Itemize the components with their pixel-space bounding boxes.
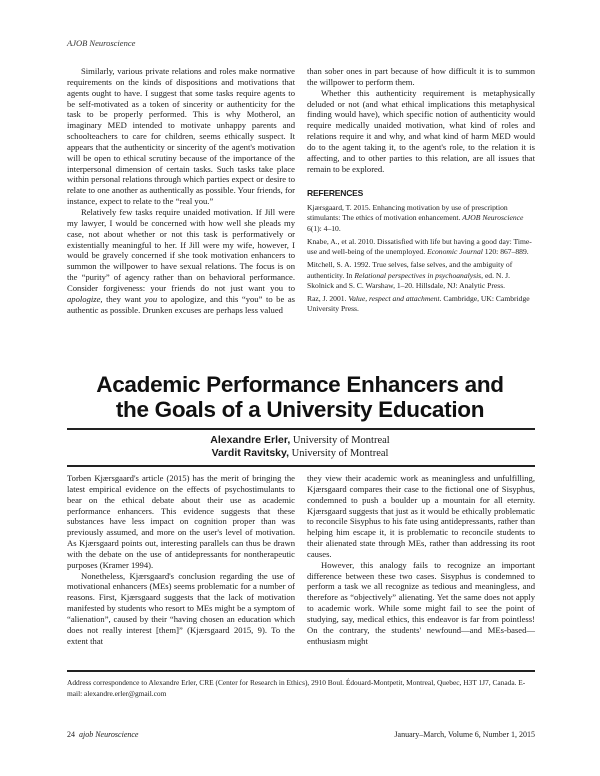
text: to apologize, and this “you” to be as authentic as possible. Drunken excuses are perhaps less valued (67, 293, 295, 315)
title-divider (67, 428, 535, 430)
authors-divider (67, 465, 535, 467)
article-left-column (67, 473, 295, 647)
paragraph: However, this analogy fails to recognize an important difference between these two cases. Sisyphus is condemned to perform a task we all recognize as tedious and meaningless, and therefore as “objectively” alienating. Yet the same does not apply to academic work. While some might fail to see the point of studying, say, medical ethics, this endeavor is far from pointless! On the contrary, the students' newfound—and MEs-based—enthusiasm might (307, 559, 535, 646)
running-header: AJOB Neuroscience (67, 38, 136, 48)
journal-name: ajob Neuroscience (79, 730, 139, 739)
text: , they want (100, 293, 145, 304)
emphasis: apologize (67, 293, 101, 304)
paragraph: Whether this authenticity requirement is metaphysically deluded or not (and what ethical implications this metaphysical finding would have), which specific notion of authenticity would require medically unaided motivation, what kind of roles and relations require it and why, and what kind of harm MED would do to the agent taking it, to the agent's role, to the relation it is affecting, and to other parties to this relation, are all issues that remain to be explored. (307, 87, 535, 174)
text: Relatively few tasks require unaided motivation. If Jill were my lawyer, I would be concerned with how well she pleads my case, not about whether or not this task is performatively or existentially meaningful to her. If Jill were my wife, however, I would be gravely concerned if she took motivation enhancers to summon the willpower to have sexual relations. The focus is on the “purity” of agency rather than on behavioral performance. Consider forgiveness: your friends do not just want you to (67, 206, 295, 293)
author-list (0, 434, 600, 460)
previous-article-right-column (307, 66, 535, 317)
previous-article-left-column (67, 66, 295, 315)
paragraph: they view their academic work as meaningless and unfulfilling, Kjærsgaard compares their case to the fictional one of Sisyphus, condemned to push a boulder up a mountain for all eternity. Kjærsgaard suggests that just as it would be ethically problematic to reconcile Sisyphus to his fate using antidepressants, rather than helping him escape it, it is problematic to reconcile students to their alienated state through MEs, rather than addressing its root causes. (307, 473, 535, 559)
reference-item: Raz, J. 2001. Value, respect and attachment. Cambridge, UK: Cambridge University Press. (307, 293, 530, 314)
reference-item: Kjærsgaard, T. 2015. Enhancing motivation by use of prescription stimulants: The ethics of motivation enhancement. AJOB Neuroscience 6(1): 4–10. (307, 203, 524, 233)
footer-left (67, 730, 138, 739)
footnote-divider (67, 670, 535, 672)
page-number: 24 (67, 730, 75, 739)
reference-item: Mitchell, S. A. 1992. True selves, false selves, and the ambiguity of authenticity. In Relational perspectives in psychoanalysis, ed. N. J. Skolnick and S. C. Warshaw, 1–20. Hillsdale, NJ: Analytic Press. (307, 260, 513, 290)
emphasis: you (144, 293, 158, 304)
article-right-column (307, 473, 535, 647)
correspondence-address: Address correspondence to Alexandre Erler, CRE (Center for Research in Ethics), 2910 Boul. Édouard-Montpetit, Montreal, Quebec, H3T 1J7, Canada. E-mail: alexandre.erler@gmail.com (67, 678, 526, 698)
title-line: Academic Performance Enhancers and (96, 372, 504, 397)
paragraph: Torben Kjærsgaard's article (2015) has the merit of bringing the latest empirical evidence on the effects of psychostimulants to bear on the ethical debate about their use as academic performance enhancers. This evidence suggests that these substances have less impact on cognition proper than was previously assumed, and more on the user's level of motivation. As Kjærsgaard points out, interesting parallels can thus be drawn with the debate on the use of antidepressants for nontherapeutic purposes (Kramer 1994). (67, 473, 295, 570)
paragraph (67, 207, 295, 315)
reference-item: Knabe, A., et al. 2010. Dissatisfied with life but having a good day: Time-use and well-being of the unemployed. Economic Journal 120: 867–889. (307, 236, 532, 257)
issue-info: January–March, Volume 6, Number 1, 2015 (394, 730, 535, 739)
paragraph: than sober ones in part because of how difficult it is to summon the willpower to perform them. (307, 66, 535, 87)
article-title (0, 372, 600, 422)
paragraph: Similarly, various private relations and roles make normative requirements on the kinds of dispositions and motivations that agents ought to have. I suggest that some tasks require agents to be self-motivated as a token of sincerity or authenticity for the task to be properly performed. This is why Motherol, an imaginary MED intended to motivate unhappy parents and schoolteachers to care for children, seems ethically suspect. It appears that the authenticity or sincerity of the agent's motivation will be open to ethical scrutiny because of the importance of the interpersonal dimension of certain tasks. Such tasks take place within personal relations through which parties expect or desire to relate to one another as authentically as possible. Your friends, for instance, expect to relate to the “real you.” (67, 66, 295, 207)
title-line: the Goals of a University Education (115, 397, 485, 422)
paragraph: Nonetheless, Kjærsgaard's conclusion regarding the use of motivational enhancers (MEs) seems problematic for a number of reasons. First, Kjærsgaard suggests that the lack of motivation manifested by students who resort to MEs might be a symptom of “alienation”, caused by their “having chosen an education which does not really interest [them]” (Kjærsgaard 2015, 9). To the extent that (67, 570, 295, 646)
author: Vardit Ravitsky, University of Montreal (211, 447, 389, 459)
references-heading: REFERENCES (307, 188, 364, 199)
author: Alexandre Erler, University of Montreal (210, 434, 390, 446)
